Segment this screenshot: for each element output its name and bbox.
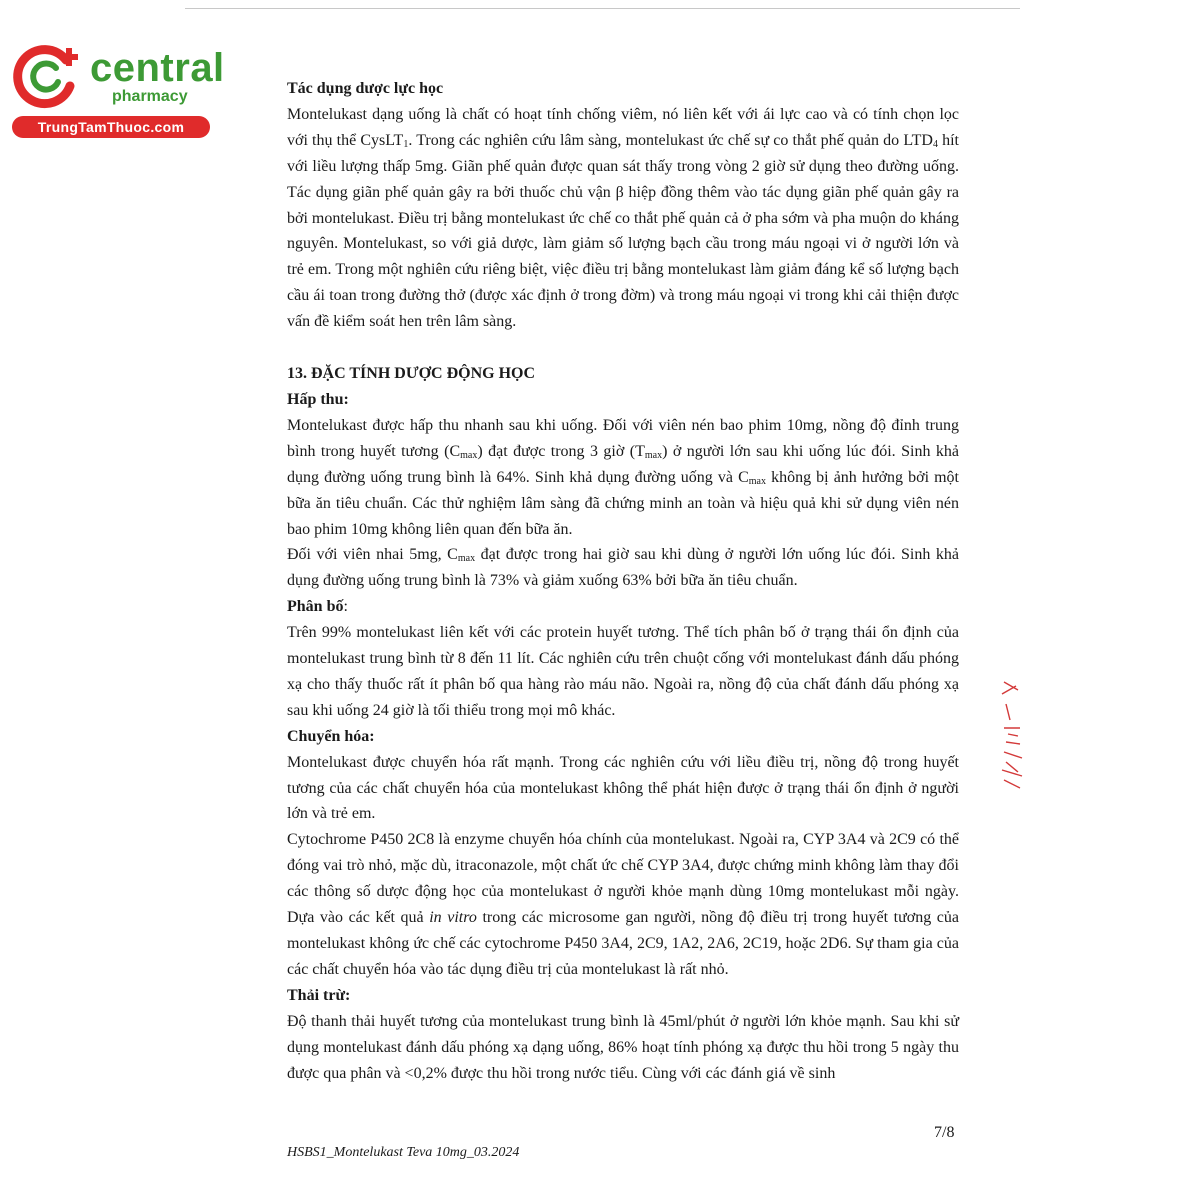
page-number: 7/8 — [934, 1124, 955, 1141]
paragraph-absorption-1: Montelukast được hấp thu nhanh sau khi uống. Đối với viên nén bao phim 10mg, nồng độ đỉnh trung bình trong huyết tương $(C_{max})$ đạt được trong 3 giờ $(T_{max})$ ở người lớn sau khi uống lúc đói. Sinh khả dụng đường uống trung bình là 64%. Sinh khả dụng đường uống và $C_{max}$ không bị ảnh hưởng bởi một bữa ăn tiêu chuẩn. Các thử nghiệm lâm sàng đã chứng minh an toàn và hiệu quả khi sử dụng viên nén bao phim 10mg không liên quan đến bữa ăn. — [287, 416, 960, 538]
document-body — [287, 76, 959, 1086]
logo-sub: pharmacy — [112, 88, 188, 105]
paragraph-elimination: Độ thanh thải huyết tương của montelukast trung bình là 45ml/phút ở người lớn khỏe mạnh. Sau khi sử dụng montelukast đánh dấu phóng xạ dạng uống, 86% hoạt tính phóng xạ được thu hồi trong 5 ngày thu được qua phân và <0,2% được thu hồi trong nước tiểu. Cùng với các đánh giá về sinh — [287, 1012, 959, 1082]
stamp-mark-icon — [996, 672, 1030, 792]
heading-pharmacodynamics: Tác dụng dược lực học — [287, 80, 444, 97]
paragraph-pharmacodynamics: Montelukast dạng uống là chất có hoạt tính chống viêm, nó liên kết với ái lực cao và có tính chọn lọc với thụ thể CysLT$_1$. Trong các nghiên cứu lâm sàng, montelukast ức chế sự co thắt phế quản do $LTD_4$ hít với liều lượng thấp 5mg. Giãn phế quản được quan sát thấy trong vòng 2 giờ sử dụng theo đường uống. Tác dụng giãn phế quản gây ra bởi thuốc chủ vận β hiệp đồng thêm vào tác dụng giãn phế quản gây ra bởi montelukast. Điều trị bằng montelukast ức chế co thắt phế quản cả ở pha sớm và pha muộn do kháng nguyên. Montelukast, so với giả dược, làm giảm số lượng bạch cầu trong máu ngoại vi ở người lớn và trẻ em. Trong một nghiên cứu riêng biệt, việc điều trị bằng montelukast làm giảm đáng kể số lượng bạch cầu ái toan trong đường thở (được xác định ở trong đờm) và trong máu ngoại vi trong khi cải thiện được vấn đề kiểm soát hen trên lâm sàng. — [287, 105, 959, 331]
paragraph-metabolism-1: Montelukast được chuyển hóa rất mạnh. Trong các nghiên cứu với liều điều trị, nồng độ trong huyết tương của các chất chuyển hóa của montelukast không thể phát hiện được ở trạng thái ổn định ở người lớn và trẻ em. — [287, 753, 959, 823]
heading-absorption: Hấp thu: — [287, 390, 349, 408]
heading-distribution: Phân bố: — [287, 598, 348, 616]
logo-brand: central — [90, 46, 225, 90]
paragraph-distribution: Trên 99% montelukast liên kết với các protein huyết tương. Thể tích phân bố ở trạng thái ổn định của montelukast trung bình từ 8 đến 11 lít. Các nghiên cứu trên chuột cống với montelukast đánh dấu phóng xạ cho thấy thuốc rất ít phân bố qua hàng rào máu não. Ngoài ra, nồng độ của chất đánh dấu phóng xạ sau khi uống 24 giờ là tối thiểu trong mọi mô khác. — [287, 624, 959, 719]
top-rule — [185, 8, 1020, 9]
paragraph-metabolism-2: Cytochrome P450 2C8 là enzyme chuyển hóa chính của montelukast. Ngoài ra, CYP 3A4 và 2C9 có thể đóng vai trò nhỏ, mặc dù, itraconazole, một chất ức chế CYP 3A4, được chứng minh không làm thay đổi các thông số dược động học của montelukast ở người khỏe mạnh dùng 10mg montelukast mỗi ngày. Dựa vào các kết quả in vitro trong các microsome gan người, nồng độ điều trị trong huyết tương của montelukast không ức chế các cytochrome P450 3A4, 2C9, 1A2, 2A6, 2C19, hoặc 2D6. Sự tham gia của các chất chuyển hóa vào tác dụng điều trị của montelukast là rất nhỏ. — [287, 831, 959, 978]
section-title-pharmacokinetics: 13. ĐẶC TÍNH DƯỢC ĐỘNG HỌC — [287, 365, 536, 383]
central-pharmacy-logo[interactable] — [12, 40, 225, 138]
paragraph-absorption-2: Đối với viên nhai 5mg, $C_{max}$ đạt được trong hai giờ sau khi dùng ở người lớn uống lúc đói. Sinh khả dụng đường uống trung bình là 73% và giảm xuống 63% bởi bữa ăn tiêu chuẩn. — [287, 546, 959, 590]
logo-url[interactable]: TrungTamThuoc.com — [12, 116, 210, 138]
heading-elimination: Thải trừ: — [287, 986, 351, 1004]
pharmacy-cross-logo-icon — [12, 40, 92, 116]
footer-doc-id: HSBS1_Montelukast Teva 10mg_03.2024 — [287, 1145, 520, 1160]
heading-metabolism: Chuyển hóa: — [287, 727, 375, 745]
